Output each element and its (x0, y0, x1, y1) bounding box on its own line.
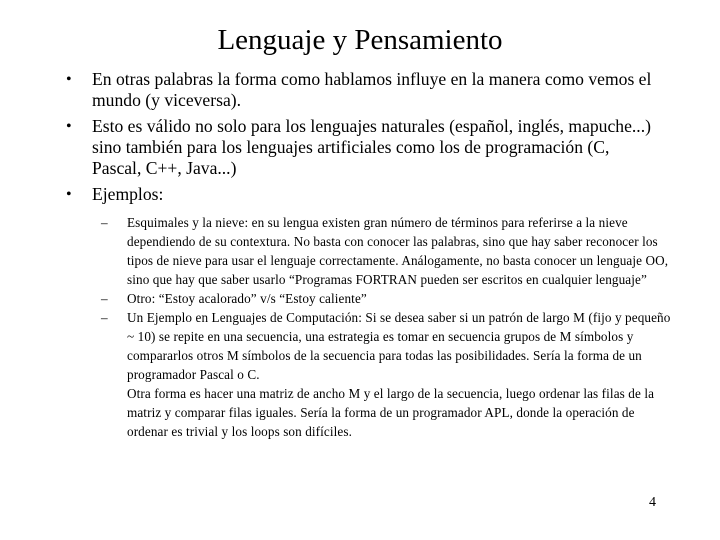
sub-bullet-text: Un Ejemplo en Lenguajes de Computación: Si se desea saber si un patrón de largo M (fijo y pequeño ~ 10) se repite en una secuencia, una estrategia es tomar en secuencia grupos de M símbolos y compararlos otros M símbolos de la secuencia para todas las posibilidades. Sería la forma de un programador Pascal o C. (127, 310, 671, 382)
sub-bullet-item (101, 289, 672, 308)
sub-bullet-marker: – (101, 310, 108, 325)
sub-bullet-item (101, 213, 672, 289)
bullet-marker: • (66, 71, 72, 88)
sub-bullet-list (92, 213, 671, 441)
bullet-item (66, 184, 671, 441)
bullet-item (66, 116, 662, 179)
slide-title: Lenguaje y Pensamiento (217, 24, 503, 56)
sub-bullet-item (101, 308, 672, 441)
bullet-text: En otras palabras la forma como hablamos influye en la manera como vemos el mundo (y viceversa). (92, 69, 652, 110)
sub-bullet-continuation: Otra forma es hacer una matriz de ancho M y el largo de la secuencia, luego ordenar las filas de la matriz y comparar filas iguales. Sería la forma de un programador APL, donde la operación de ordenar es trivial y los loops son difíciles. (127, 386, 655, 439)
sub-bullet-marker: – (101, 215, 108, 230)
bullet-text: Esto es válido no solo para los lenguajes naturales (español, inglés, mapuche...) sino también para los lenguajes artificiales como los de programación (C, Pascal, C++, Java...) (92, 116, 651, 178)
sub-bullet-marker: – (101, 291, 108, 306)
bullet-marker: • (66, 118, 72, 135)
bullet-marker: • (66, 186, 72, 203)
bullet-text: Ejemplos: (92, 184, 164, 204)
bullet-item (66, 69, 662, 111)
bullet-list (0, 69, 720, 446)
sub-bullet-text: Otro: “Estoy acalorado” v/s “Estoy caliente” (127, 291, 367, 306)
page-number: 4 (649, 495, 656, 510)
sub-bullet-text: Esquimales y la nieve: en su lengua existen gran número de términos para referirse a la nieve dependiendo de su contextura. No basta con conocer las palabras, sino que hay saber reconocer los tipos de nieve para usar el lenguaje correctamente. Análogamente, no basta conocer un lenguaje OO, sino que hay que saber usarlo “Programas FORTRAN pueden ser escritos en cualquier lenguaje” (127, 215, 669, 287)
